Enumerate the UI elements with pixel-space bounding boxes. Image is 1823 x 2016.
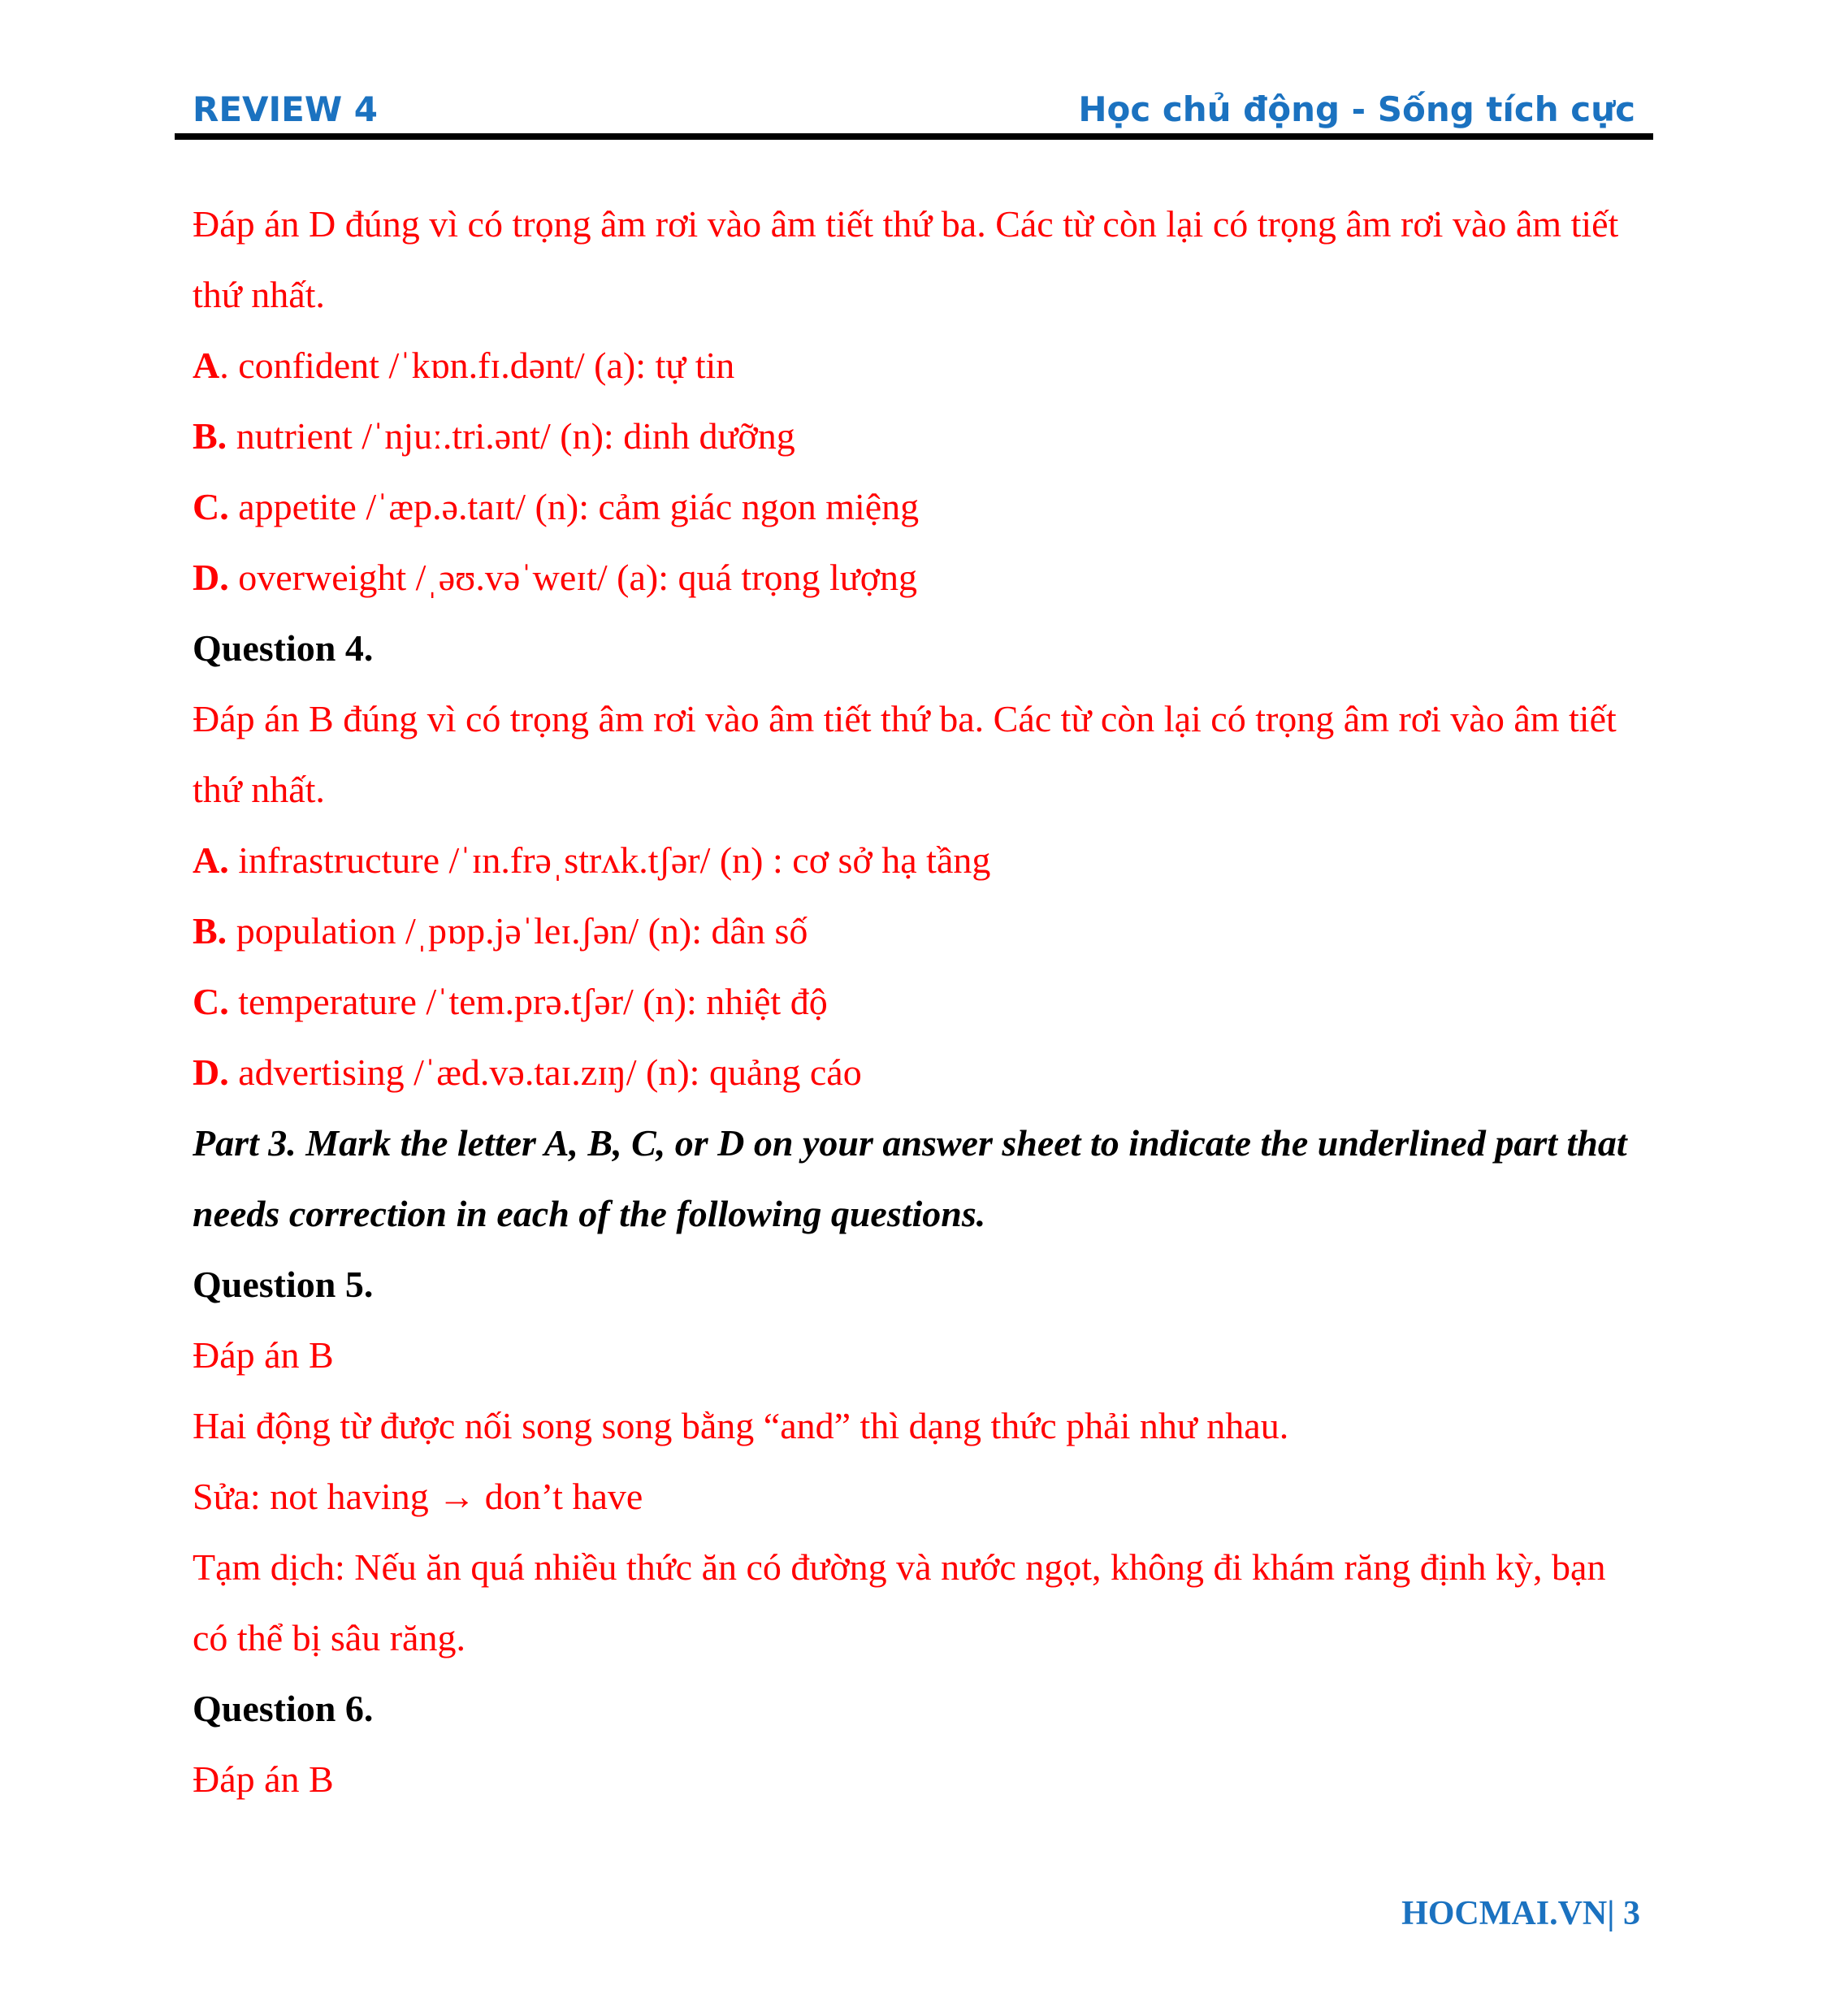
q3-answer-explanation: Đáp án D đúng vì có trọng âm rơi vào âm tiết thứ ba. Các từ còn lại có trọng âm rơi vào âm tiết thứ nhất.	[193, 203, 1619, 315]
option-letter: C.	[193, 981, 229, 1022]
option-letter: B.	[193, 415, 227, 457]
question-4-title: Question 4.	[193, 627, 374, 669]
header-title: REVIEW 4	[193, 89, 379, 129]
option-separator	[229, 981, 239, 1022]
option-text: temperature /ˈtem.prə.tʃər/ (n): nhiệt độ	[238, 981, 828, 1022]
option-separator	[229, 1051, 239, 1093]
option-letter: D.	[193, 1051, 229, 1093]
option-separator	[229, 839, 239, 881]
option-letter: A	[193, 345, 220, 386]
option-text: infrastructure /ˈɪn.frəˌstrʌk.tʃər/ (n) : cơ sở hạ tầng	[238, 839, 991, 881]
q4-option-a	[193, 825, 1639, 895]
q4-option-c	[193, 966, 1639, 1037]
q3-option-a	[193, 330, 1639, 401]
header-slogan: Học chủ động - Sống tích cực	[1078, 89, 1635, 129]
question-6-title: Question 6.	[193, 1688, 374, 1729]
document-body	[193, 189, 1639, 1814]
option-letter: D.	[193, 557, 229, 598]
option-separator	[229, 486, 239, 527]
option-separator: .	[219, 345, 239, 386]
option-text: overweight /ˌəʊ.vəˈweɪt/ (a): quá trọng lượng	[238, 557, 918, 598]
option-separator	[227, 415, 236, 457]
q5-correction: Sửa: not having → don’t have	[193, 1476, 643, 1517]
option-text: population /ˌpɒp.jəˈleɪ.ʃən/ (n): dân số	[236, 910, 808, 952]
question-5-title: Question 5.	[193, 1264, 374, 1305]
q5-answer: Đáp án B	[193, 1334, 334, 1376]
option-letter: B.	[193, 910, 227, 952]
page-footer: HOCMAI.VN| 3	[1401, 1895, 1640, 1932]
option-letter: A.	[193, 839, 229, 881]
q4-answer-explanation: Đáp án B đúng vì có trọng âm rơi vào âm tiết thứ ba. Các từ còn lại có trọng âm rơi vào âm tiết thứ nhất.	[193, 698, 1617, 810]
header-divider	[175, 133, 1653, 140]
q3-option-b	[193, 401, 1639, 471]
option-separator	[229, 557, 239, 598]
option-text: advertising /ˈæd.və.taɪ.zɪŋ/ (n): quảng cáo	[238, 1051, 862, 1093]
option-text: confident /ˈkɒn.fɪ.dənt/ (a): tự tin	[238, 345, 735, 386]
option-text: nutrient /ˈnjuː.tri.ənt/ (n): dinh dưỡng	[236, 415, 795, 457]
q6-answer: Đáp án B	[193, 1758, 334, 1800]
q5-explanation: Hai động từ được nối song song bằng “and” thì dạng thức phải như nhau.	[193, 1405, 1289, 1446]
option-letter: C.	[193, 486, 229, 527]
q4-option-d	[193, 1037, 1639, 1108]
part-3-instruction: Part 3. Mark the letter A, B, C, or D on your answer sheet to indicate the underlined part that needs correction in each of the following questions.	[193, 1122, 1627, 1234]
q3-option-d	[193, 542, 1639, 613]
option-text: appetite /ˈæp.ə.taɪt/ (n): cảm giác ngon miệng	[238, 486, 920, 527]
q5-translation: Tạm dịch: Nếu ăn quá nhiều thức ăn có đường và nước ngọt, không đi khám răng định kỳ, bạn có thể bị sâu răng.	[193, 1546, 1606, 1658]
page-header	[175, 81, 1653, 138]
q4-option-b	[193, 895, 1639, 966]
q3-option-c	[193, 471, 1639, 542]
option-separator	[227, 910, 236, 952]
